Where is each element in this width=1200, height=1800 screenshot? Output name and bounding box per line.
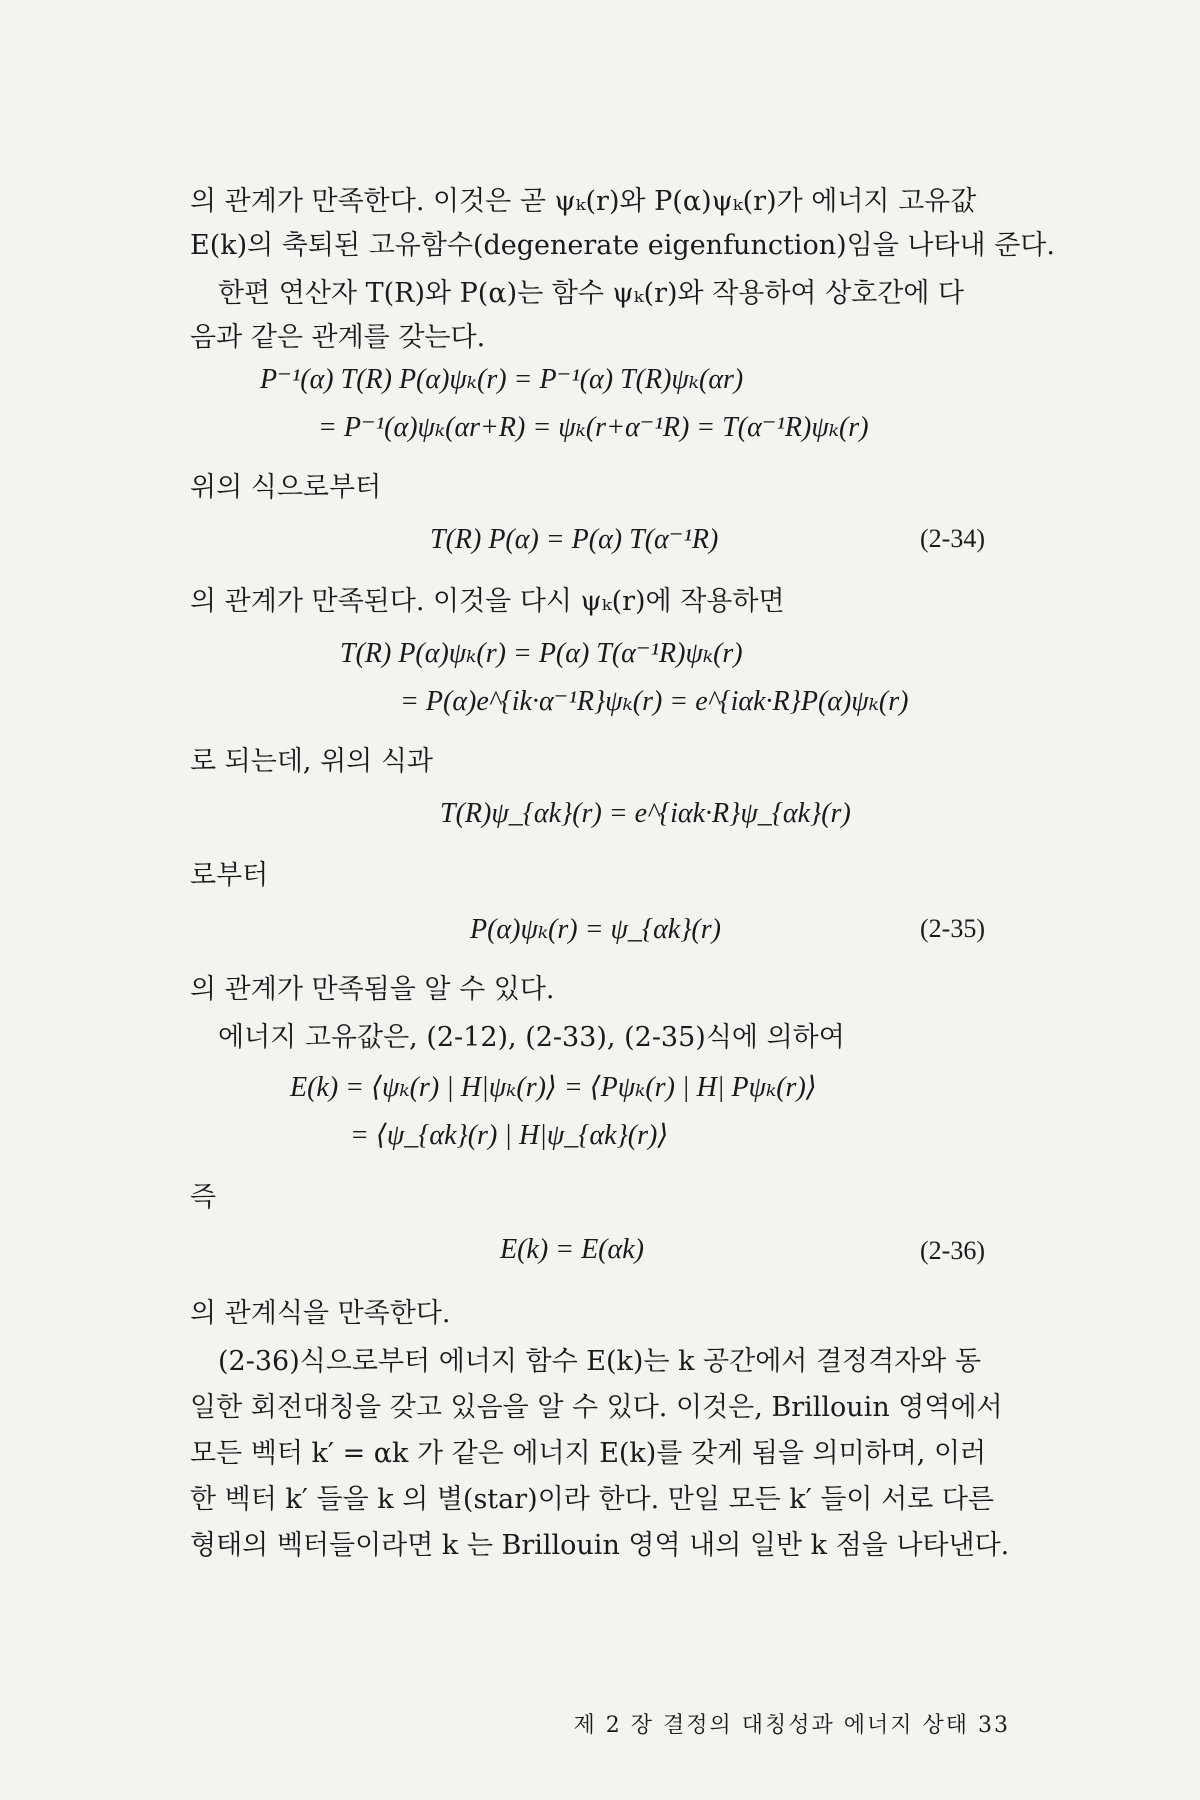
equation-2-36: E(k) = E(αk)	[500, 1234, 644, 1265]
paragraph-line: (2-36)식으로부터 에너지 함수 E(k)는 k 공간에서 결정격자와 동	[218, 1346, 982, 1377]
paragraph-line: 한 벡터 k′ 들을 k 의 별(star)이라 한다. 만일 모든 k′ 들이 서로 다른	[190, 1484, 994, 1515]
equation-line: E(k) = ⟨ψₖ(r) | H|ψₖ(r)⟩ = ⟨Pψₖ(r) | H| Pψₖ(r)⟩	[290, 1072, 817, 1103]
equation-number: (2-36)	[920, 1236, 985, 1265]
paragraph-line: 위의 식으로부터	[190, 472, 382, 503]
paragraph-line: 음과 같은 관계를 갖는다.	[190, 322, 486, 353]
equation-2-35: P(α)ψₖ(r) = ψ_{αk}(r)	[470, 914, 721, 945]
paragraph-line: 에너지 고유값은, (2-12), (2-33), (2-35)식에 의하여	[218, 1022, 845, 1053]
paragraph-line: 의 관계식을 만족한다.	[190, 1298, 451, 1329]
paragraph-line: 로부터	[190, 860, 269, 891]
paragraph-line: 로 되는데, 위의 식과	[190, 746, 433, 777]
equation-number: (2-34)	[920, 524, 985, 553]
paragraph-line: 모든 벡터 k′ = αk 가 같은 에너지 E(k)를 갖게 됨을 의미하며, 이러	[190, 1438, 987, 1469]
page-footer: 제 2 장 결정의 대칭성과 에너지 상태 33	[573, 1713, 1010, 1738]
paragraph-line: 형태의 벡터들이라면 k 는 Brillouin 영역 내의 일반 k 점을 나타낸다.	[190, 1530, 1010, 1561]
paragraph-line: 의 관계가 만족된다. 이것을 다시 ψₖ(r)에 작용하면	[190, 586, 785, 617]
paragraph-line: E(k)의 축퇴된 고유함수(degenerate eigenfunction)임을 나타내 준다.	[190, 230, 1055, 261]
equation-2-34: T(R) P(α) = P(α) T(α⁻¹R)	[430, 524, 719, 555]
paragraph-line: 일한 회전대칭을 갖고 있음을 알 수 있다. 이것은, Brillouin 영역에서	[190, 1392, 1003, 1423]
paragraph-line: 즉	[190, 1182, 217, 1213]
equation-line: T(R)ψ_{αk}(r) = e^{iαk·R}ψ_{αk}(r)	[440, 798, 851, 829]
equation-line: P⁻¹(α) T(R) P(α)ψₖ(r) = P⁻¹(α) T(R)ψₖ(αr)	[260, 364, 744, 395]
equation-line: = ⟨ψ_{αk}(r) | H|ψ_{αk}(r)⟩	[350, 1120, 669, 1151]
equation-line: T(R) P(α)ψₖ(r) = P(α) T(α⁻¹R)ψₖ(r)	[340, 638, 743, 669]
paragraph-line: 한편 연산자 T(R)와 P(α)는 함수 ψₖ(r)와 작용하여 상호간에 다	[218, 278, 965, 309]
paragraph-line: 의 관계가 만족한다. 이것은 곧 ψₖ(r)와 P(α)ψₖ(r)가 에너지 고유값	[190, 186, 977, 217]
equation-line: = P⁻¹(α)ψₖ(αr+R) = ψₖ(r+α⁻¹R) = T(α⁻¹R)ψₖ(r)	[318, 412, 869, 443]
paragraph-line: 의 관계가 만족됨을 알 수 있다.	[190, 974, 555, 1005]
equation-number: (2-35)	[920, 914, 985, 943]
equation-line: = P(α)e^{ik·α⁻¹R}ψₖ(r) = e^{iαk·R}P(α)ψₖ(r)	[400, 686, 909, 717]
